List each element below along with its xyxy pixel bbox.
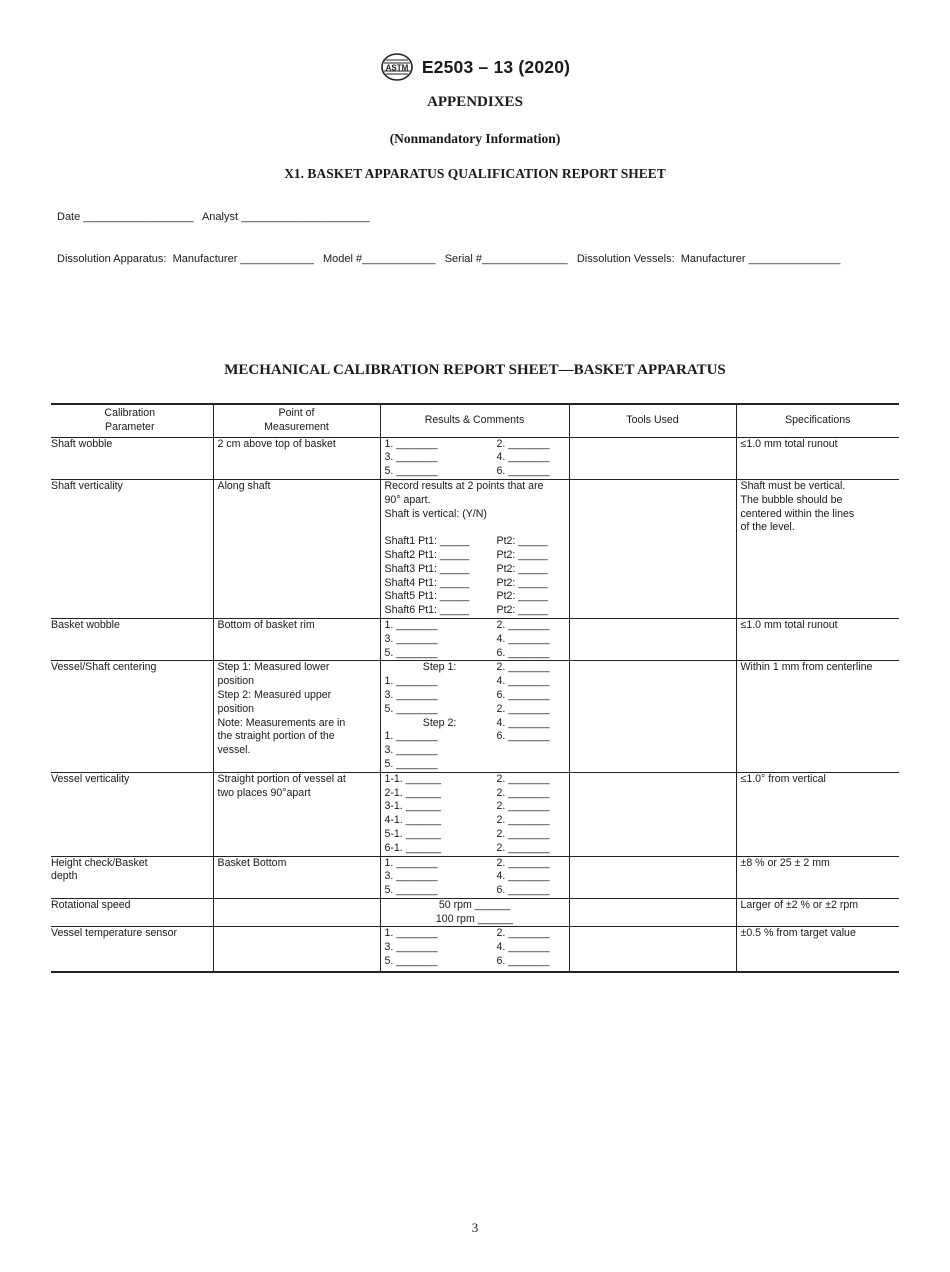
header-tools-used: Tools Used (569, 404, 736, 437)
results-cell (380, 772, 569, 856)
measurement-point-cell: Straight portion of vessel at two places 90°apart (213, 772, 380, 856)
specification-cell: ≤1.0 mm total runout (736, 618, 899, 660)
result-entry: 50 rpm ______ (438, 898, 511, 911)
result-entry: 6. _______ (496, 688, 550, 701)
result-entry: 4. _______ (496, 941, 550, 954)
result-entry: 6. _______ (496, 465, 550, 478)
result-entry: 3-1. ______ (384, 800, 442, 813)
results-cell (380, 856, 569, 898)
result-entry: 2. _______ (496, 772, 550, 785)
apparatus-info-line: Dissolution Apparatus: Manufacturer ____________ Model #____________ Serial #______________ Dissolution Vessels: Manufacturer _______________ (57, 253, 841, 265)
result-entry: 2. _______ (496, 814, 550, 827)
result-entry: 2. _______ (496, 827, 550, 840)
tools-used-cell (569, 479, 736, 618)
table-row (51, 661, 899, 772)
specification-cell: Larger of ±2 % or ±2 rpm (736, 898, 899, 927)
results-cell (380, 437, 569, 479)
result-entry: 4-1. ______ (384, 814, 442, 827)
result-entry: 2. _______ (496, 702, 550, 715)
header-specifications: Specifications (736, 404, 899, 437)
result-entry: 1-1. ______ (384, 772, 442, 785)
date-analyst-line: Date __________________ Analyst _____________________ (57, 211, 370, 223)
specification-cell: ≤1.0° from vertical (736, 772, 899, 856)
tools-used-cell (569, 856, 736, 898)
result-entry: Shaft3 Pt1: _____ (384, 562, 470, 575)
result-entry: 3. _______ (384, 451, 438, 464)
result-entry: Pt2: _____ (496, 548, 548, 561)
result-entry: Shaft1 Pt1: _____ (384, 535, 470, 548)
results-cell: Record results at 2 points that are 90° apart. Shaft is vertical: (Y/N) Shaft1 Pt1: _____ Pt2: _____ Shaft2 Pt1: _____ Pt2: _____ Shaft3 Pt1: _____ Pt2: _____ Shaft4 Pt1: _____ Pt2: _____ Shaft5 Pt1: _____ Pt2: _____ Shaft6 Pt1: _____ Pt2: _____ (380, 479, 569, 618)
parameter-cell: Shaft wobble (51, 437, 113, 450)
mechanical-calibration-title: MECHANICAL CALIBRATION REPORT SHEET—BASKET APPARATUS (224, 362, 726, 378)
result-entry: 1. _______ (384, 618, 438, 631)
result-entry: 4. _______ (496, 716, 550, 729)
measurement-point-cell: 2 cm above top of basket (213, 437, 380, 479)
result-entry: 1. _______ (384, 675, 438, 688)
measurement-point-cell (213, 927, 380, 972)
standard-designation: E2503 – 13 (2020) (421, 56, 571, 77)
result-entry: 3. _______ (384, 632, 438, 645)
parameter-cell: Rotational speed (51, 898, 213, 927)
result-entry: Pt2: _____ (496, 576, 548, 589)
result-entry: 100 rpm ______ (435, 912, 514, 925)
measurement-point-cell: Step 1: Measured lower position Step 2: Measured upper position Note: Measurements are in the straight portion of the vessel. (213, 661, 380, 772)
result-entry: Shaft5 Pt1: _____ (384, 590, 470, 603)
header-calibration-parameter: Calibration Parameter (51, 404, 213, 437)
result-entry: 4. _______ (496, 632, 550, 645)
result-entry: 3. _______ (384, 688, 438, 701)
result-entry: 3. _______ (384, 941, 438, 954)
result-entry: 6. _______ (496, 884, 550, 897)
result-entry: 6. _______ (496, 646, 550, 659)
parameter-cell: Vessel/Shaft centering (51, 661, 213, 772)
result-entry: Shaft6 Pt1: _____ (384, 604, 470, 617)
result-entry: 2. _______ (496, 661, 550, 674)
tools-used-cell (569, 661, 736, 772)
header-point-of-measurement: Point of Measurement (213, 404, 380, 437)
result-entry: Shaft2 Pt1: _____ (384, 548, 470, 561)
parameter-cell: Vessel verticality (51, 772, 213, 856)
result-entry: 5-1. ______ (384, 827, 442, 840)
tools-used-cell (569, 772, 736, 856)
astm-logo-icon (380, 52, 414, 82)
result-entry: 4. _______ (496, 675, 550, 688)
table-row (51, 618, 899, 660)
tools-used-cell (569, 927, 736, 972)
result-entry: 5. _______ (384, 646, 438, 659)
result-entry: 3. _______ (384, 744, 438, 757)
result-entry: Pt2: _____ (496, 590, 548, 603)
nonmandatory-heading: (Nonmandatory Information) (389, 131, 561, 146)
specification-cell: Within 1 mm from centerline (736, 661, 899, 772)
result-entry: 2. _______ (496, 618, 550, 631)
result-entry: 2. _______ (496, 800, 550, 813)
result-entry: 4. _______ (496, 451, 550, 464)
measurement-point-cell: Basket Bottom (213, 856, 380, 898)
result-entry: 5. _______ (384, 884, 438, 897)
result-entry: Pt2: _____ (496, 604, 548, 617)
appendixes-heading: APPENDIXES (427, 94, 523, 110)
result-entry: 1. _______ (384, 730, 438, 743)
result-entry (497, 744, 567, 758)
header-results-comments: Results & Comments (380, 404, 569, 437)
tools-used-cell (569, 898, 736, 927)
table-row (51, 856, 899, 898)
result-entry: Shaft4 Pt1: _____ (384, 576, 470, 589)
result-entry: 3. _______ (384, 870, 438, 883)
results-cell (380, 618, 569, 660)
table-row (51, 898, 899, 927)
measurement-point-cell: Bottom of basket rim (213, 618, 380, 660)
result-entry: 2. _______ (496, 856, 550, 869)
page-number: 3 (471, 1220, 479, 1235)
specification-cell: ±8 % or 25 ± 2 mm (736, 856, 899, 898)
result-entry: 2. _______ (496, 841, 550, 854)
results-cell (380, 927, 569, 972)
result-entry: Pt2: _____ (496, 535, 548, 548)
x1-section-title: X1. BASKET APPARATUS QUALIFICATION REPORT SHEET (284, 166, 666, 181)
table-row (51, 479, 899, 618)
document-header (0, 52, 950, 86)
result-entry: 4. _______ (496, 870, 550, 883)
measurement-point-cell: Along shaft (213, 479, 380, 618)
result-entry: Pt2: _____ (496, 562, 548, 575)
specification-cell: Shaft must be vertical. The bubble should be centered within the lines of the level. (736, 479, 899, 618)
result-entry: 2. _______ (496, 927, 550, 940)
result-entry: Step 2: (384, 716, 457, 729)
table-row (51, 437, 899, 479)
table-row (51, 927, 899, 972)
result-entry: 6. _______ (496, 955, 550, 968)
parameter-cell: Vessel temperature sensor (51, 927, 213, 972)
result-entry: 5. _______ (384, 955, 438, 968)
parameter-cell: Shaft verticality (51, 479, 213, 618)
table-row (51, 772, 899, 856)
result-entry: 2. _______ (496, 786, 550, 799)
specification-cell: ≤1.0 mm total runout (736, 437, 899, 479)
result-entry: 5. _______ (384, 465, 438, 478)
results-cell (380, 661, 569, 772)
result-entry: 2-1. ______ (384, 786, 442, 799)
parameter-cell: Basket wobble (51, 618, 213, 660)
result-entry: 1. _______ (384, 927, 438, 940)
tools-used-cell (569, 437, 736, 479)
table-header-row (51, 404, 899, 437)
results-cell (380, 898, 569, 927)
calibration-table (51, 403, 899, 973)
result-entry: 1. _______ (384, 437, 438, 450)
result-entry: 6-1. ______ (384, 841, 442, 854)
result-entry: Step 1: (384, 661, 457, 674)
specification-cell: ±0.5 % from target value (736, 927, 899, 972)
result-entry (497, 758, 567, 772)
result-entry: 2. _______ (496, 437, 550, 450)
svg-text:ASTM: ASTM (385, 63, 409, 73)
result-entry: 6. _______ (496, 730, 550, 743)
tools-used-cell (569, 618, 736, 660)
measurement-point-cell (213, 898, 380, 927)
result-entry: 5. _______ (384, 757, 438, 770)
result-entry: 1. _______ (384, 856, 438, 869)
parameter-cell: Height check/Basket depth (51, 856, 213, 898)
result-entry: 5. _______ (384, 702, 438, 715)
